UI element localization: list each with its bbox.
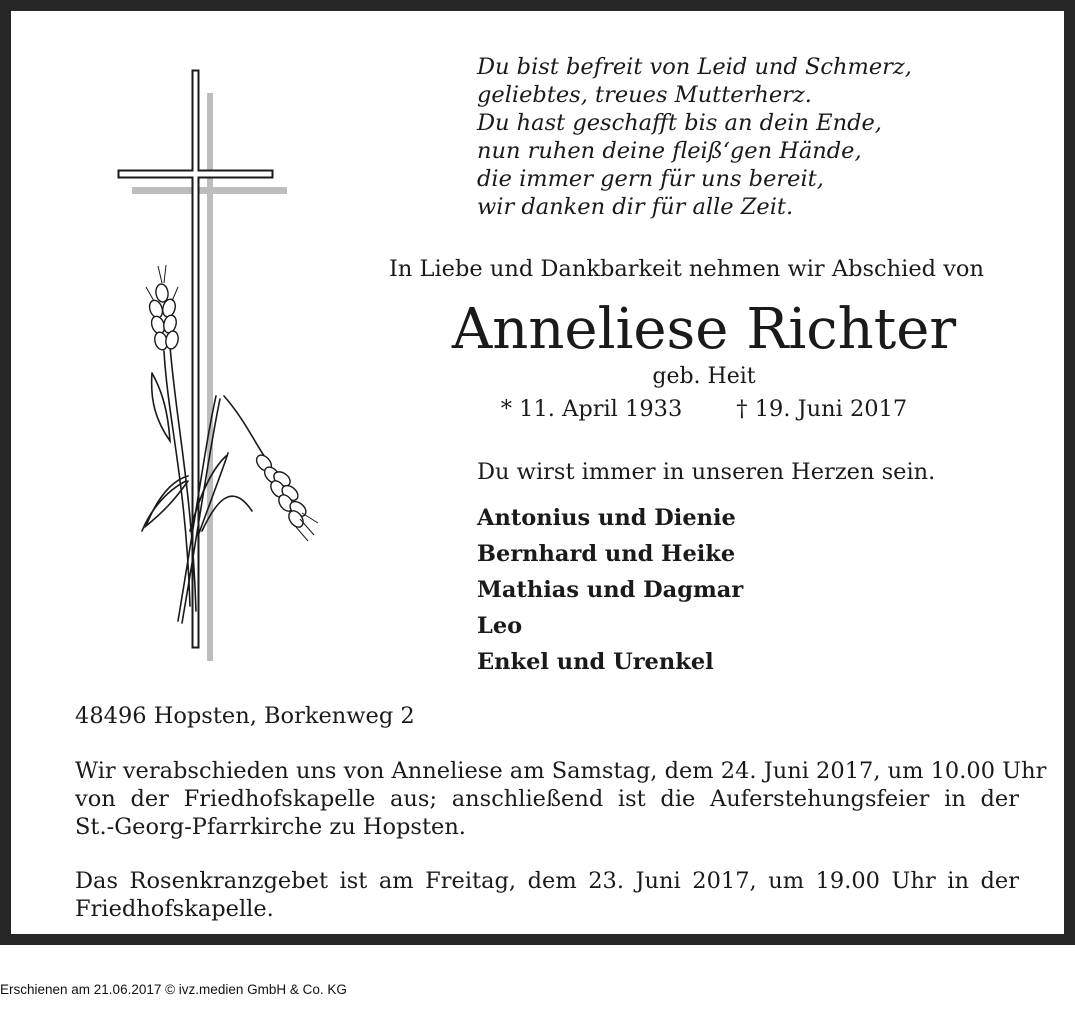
poem-line: die immer gern für uns bereit, [477,166,824,192]
poem-line: geliebtes, treues Mutterherz. [477,82,812,108]
rosary-notice [75,867,1019,923]
family-member: Antonius und Dienie [477,505,736,531]
funeral-notice-line: von der Friedhofskapelle aus; anschließend ist die Auferstehungsfeier in der [75,786,1019,812]
rosary-notice-line: Friedhofskapelle. [75,896,274,922]
publication-footer: Erschienen am 21.06.2017 © ivz.medien GmbH & Co. KG [0,982,347,997]
cross-with-wheat-icon [106,61,326,671]
deceased-name: Anneliese Richter [451,297,957,362]
rosary-notice-line: Das Rosenkranzgebet ist am Freitag, dem 23. Juni 2017, um 19.00 Uhr in der [75,868,1019,894]
family-member: Mathias und Dagmar [477,577,744,603]
death-date: † 19. Juni 2017 [736,396,908,422]
family-member: Enkel und Urenkel [477,649,714,675]
family-member: Leo [477,613,523,639]
funeral-notice-line: St.-Georg-Pfarrkirche zu Hopsten. [75,814,466,840]
hearts-line: Du wirst immer in unseren Herzen sein. [477,459,936,485]
funeral-notice-line: Wir verabschieden uns von Anneliese am Samstag, dem 24. Juni 2017, um 10.00 Uhr [75,758,1047,784]
poem-line: wir danken dir für alle Zeit. [477,194,794,220]
poem [477,53,1037,221]
funeral-notice [75,757,1047,841]
family-member: Bernhard und Heike [477,541,736,567]
maiden-name: geb. Heit [652,364,756,389]
farewell-intro: In Liebe und Dankbarkeit nehmen wir Abschied von [389,256,984,282]
poem-line: nun ruhen deine fleiß‘gen Hände, [477,138,862,164]
poem-line: Du hast geschafft bis an dein Ende, [477,110,882,136]
address: 48496 Hopsten, Borkenweg 2 [75,703,415,729]
family-list [477,500,1037,680]
poem-line: Du bist befreit von Leid und Schmerz, [477,54,912,80]
life-dates [371,394,1037,424]
birth-date: * 11. April 1933 [500,396,683,422]
